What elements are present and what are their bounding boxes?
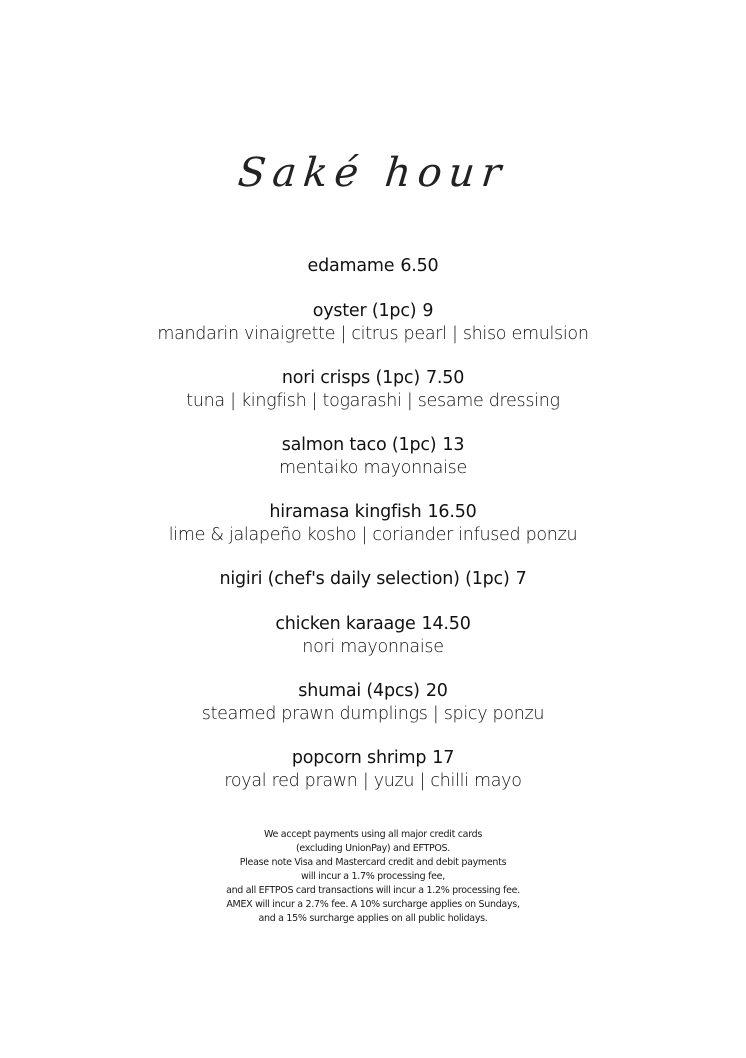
payment-note-line: AMEX will incur a 2.7% fee. A 10% surcharge applies on Sundays, [226, 899, 520, 910]
item-heading [0, 254, 746, 278]
payment-note-line: will incur a 1.7% processing fee, [301, 871, 445, 882]
item-heading [0, 366, 746, 390]
item-name: hiramasa kingfish [269, 502, 422, 522]
payment-note [0, 828, 746, 926]
item-price: 20 [425, 681, 448, 701]
menu-title: Saké hour [235, 150, 511, 196]
item-price: 16.50 [427, 502, 477, 522]
item-price: 7.50 [425, 368, 465, 388]
item-price: 9 [422, 301, 434, 321]
payment-note-line: and all EFTPOS card transactions will incur a 1.2% processing fee. [226, 885, 520, 896]
menu-list [0, 254, 746, 813]
item-description: mentaiko mayonnaise [279, 458, 467, 478]
item-name: edamame [307, 256, 395, 276]
item-name: salmon taco (1pc) [281, 435, 437, 455]
item-description: mandarin vinaigrette | citrus pearl | shiso emulsion [157, 324, 589, 344]
item-description: steamed prawn dumplings | spicy ponzu [201, 704, 545, 724]
menu-item [0, 366, 746, 412]
item-name: oyster (1pc) [312, 301, 417, 321]
item-name: shumai (4pcs) [298, 681, 420, 701]
menu-item [0, 299, 746, 345]
menu-item [0, 433, 746, 479]
item-heading [0, 679, 746, 703]
item-price: 13 [442, 435, 465, 455]
item-description: tuna | kingfish | togarashi | sesame dressing [186, 391, 560, 411]
item-heading [0, 746, 746, 770]
item-price: 7 [515, 569, 527, 589]
item-description: royal red prawn | yuzu | chilli mayo [224, 771, 522, 791]
item-description: nori mayonnaise [302, 637, 444, 657]
menu-item [0, 746, 746, 792]
item-name: nigiri (chef's daily selection) (1pc) [219, 569, 510, 589]
payment-note-line: We accept payments using all major credit cards [264, 829, 482, 840]
item-heading [0, 299, 746, 323]
menu-item [0, 612, 746, 658]
item-price: 17 [432, 748, 455, 768]
item-price: 14.50 [421, 614, 471, 634]
item-name: chicken karaage [275, 614, 416, 634]
item-heading [0, 500, 746, 524]
item-heading [0, 612, 746, 636]
item-heading [0, 567, 746, 591]
item-name: popcorn shrimp [291, 748, 427, 768]
item-heading [0, 433, 746, 457]
payment-note-line: (excluding UnionPay) and EFTPOS. [295, 843, 451, 854]
menu-item [0, 500, 746, 546]
item-description: lime & jalapeño kosho | coriander infused ponzu [168, 525, 578, 545]
menu-item [0, 679, 746, 725]
payment-note-line: Please note Visa and Mastercard credit and debit payments [239, 857, 507, 868]
payment-note-line: and a 15% surcharge applies on all public holidays. [258, 913, 488, 924]
menu-item [0, 567, 746, 591]
item-name: nori crisps (1pc) [281, 368, 420, 388]
item-price: 6.50 [400, 256, 439, 276]
menu-item [0, 254, 746, 278]
